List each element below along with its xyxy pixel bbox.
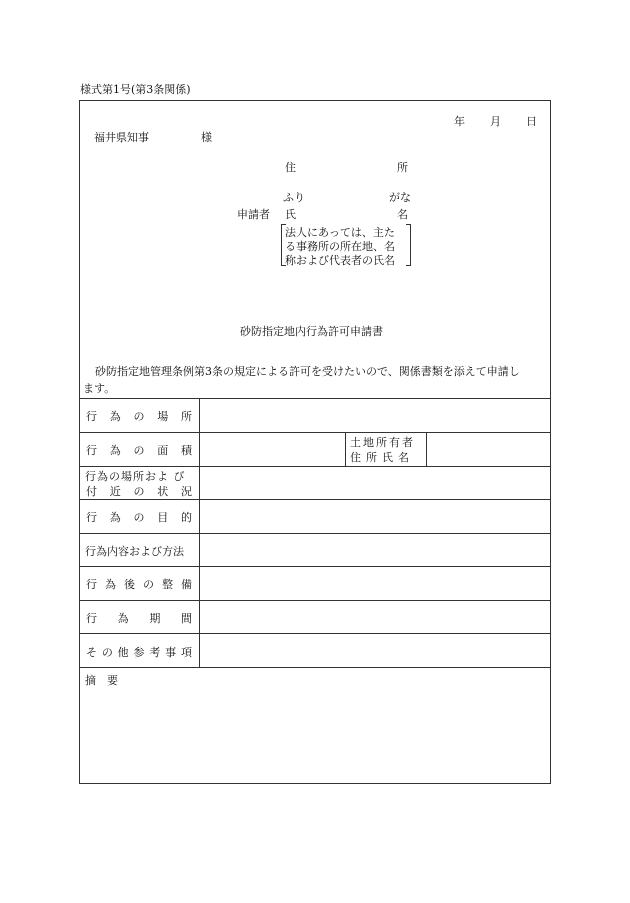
furigana-label-2: がな (389, 191, 411, 204)
row-divider (80, 466, 550, 467)
row-divider (80, 600, 550, 601)
row-label-other: そ の 他 参 考 事 項 (86, 646, 192, 659)
row-divider (80, 533, 550, 534)
form-number-label: 様式第1号(第3条関係) (80, 83, 191, 96)
name-label-1: 氏 (285, 208, 296, 221)
address-label-2: 所 (397, 161, 408, 174)
document-title: 砂防指定地内行為許可申請書 (240, 325, 383, 338)
row-label-surroundings-line-1: 行為の場所およ び (85, 470, 186, 483)
corporate-note-line-2: る事務所の所在地、名 (285, 240, 395, 253)
remarks-label: 摘 要 (85, 674, 118, 687)
corporate-note-line-1: 法人にあっては、主た (285, 226, 395, 239)
owner-label-line-2: 住所氏名 (350, 451, 414, 464)
name-label-2: 名 (397, 208, 408, 221)
addressee-governor: 福井県知事 (94, 131, 149, 144)
body-text-line-2: ます。 (83, 382, 116, 395)
owner-label-right-border (426, 432, 427, 466)
application-form (79, 100, 551, 784)
date-month: 月 (490, 115, 501, 128)
owner-label-line-1: 土地所有者 (350, 436, 415, 449)
row-label-area: 行 為 の 面 積 (86, 444, 192, 457)
row-divider (80, 667, 550, 668)
row-divider (80, 633, 550, 634)
row-label-maintenance: 行 為 後 の 整 備 (86, 578, 192, 591)
date-year: 年 (454, 115, 465, 128)
row-divider (80, 432, 550, 433)
date-day: 日 (526, 115, 537, 128)
body-text-line-1: 砂防指定地管理条例第3条の規定による許可を受けたいので、関係書類を添えて申請し (95, 365, 520, 378)
table-top-border (80, 398, 550, 399)
corporate-note-line-3: 称および代表者の氏名 (285, 254, 395, 267)
owner-label-left-border (345, 432, 346, 466)
row-divider (80, 499, 550, 500)
row-label-period: 行 為 期 間 (86, 612, 192, 625)
row-divider (80, 566, 550, 567)
addressee-honorific: 様 (201, 131, 212, 144)
label-column-divider (199, 398, 200, 667)
furigana-label-1: ふり (283, 191, 305, 204)
row-label-location: 行 為 の 場 所 (86, 410, 192, 423)
row-label-method: 行為内容および方法 (85, 545, 184, 558)
address-label-1: 住 (285, 161, 296, 174)
row-label-surroundings-line-2: 付 近 の 状 況 (86, 485, 192, 498)
row-label-purpose: 行 為 の 目 的 (86, 511, 192, 524)
applicant-label: 申請者 (237, 208, 270, 221)
